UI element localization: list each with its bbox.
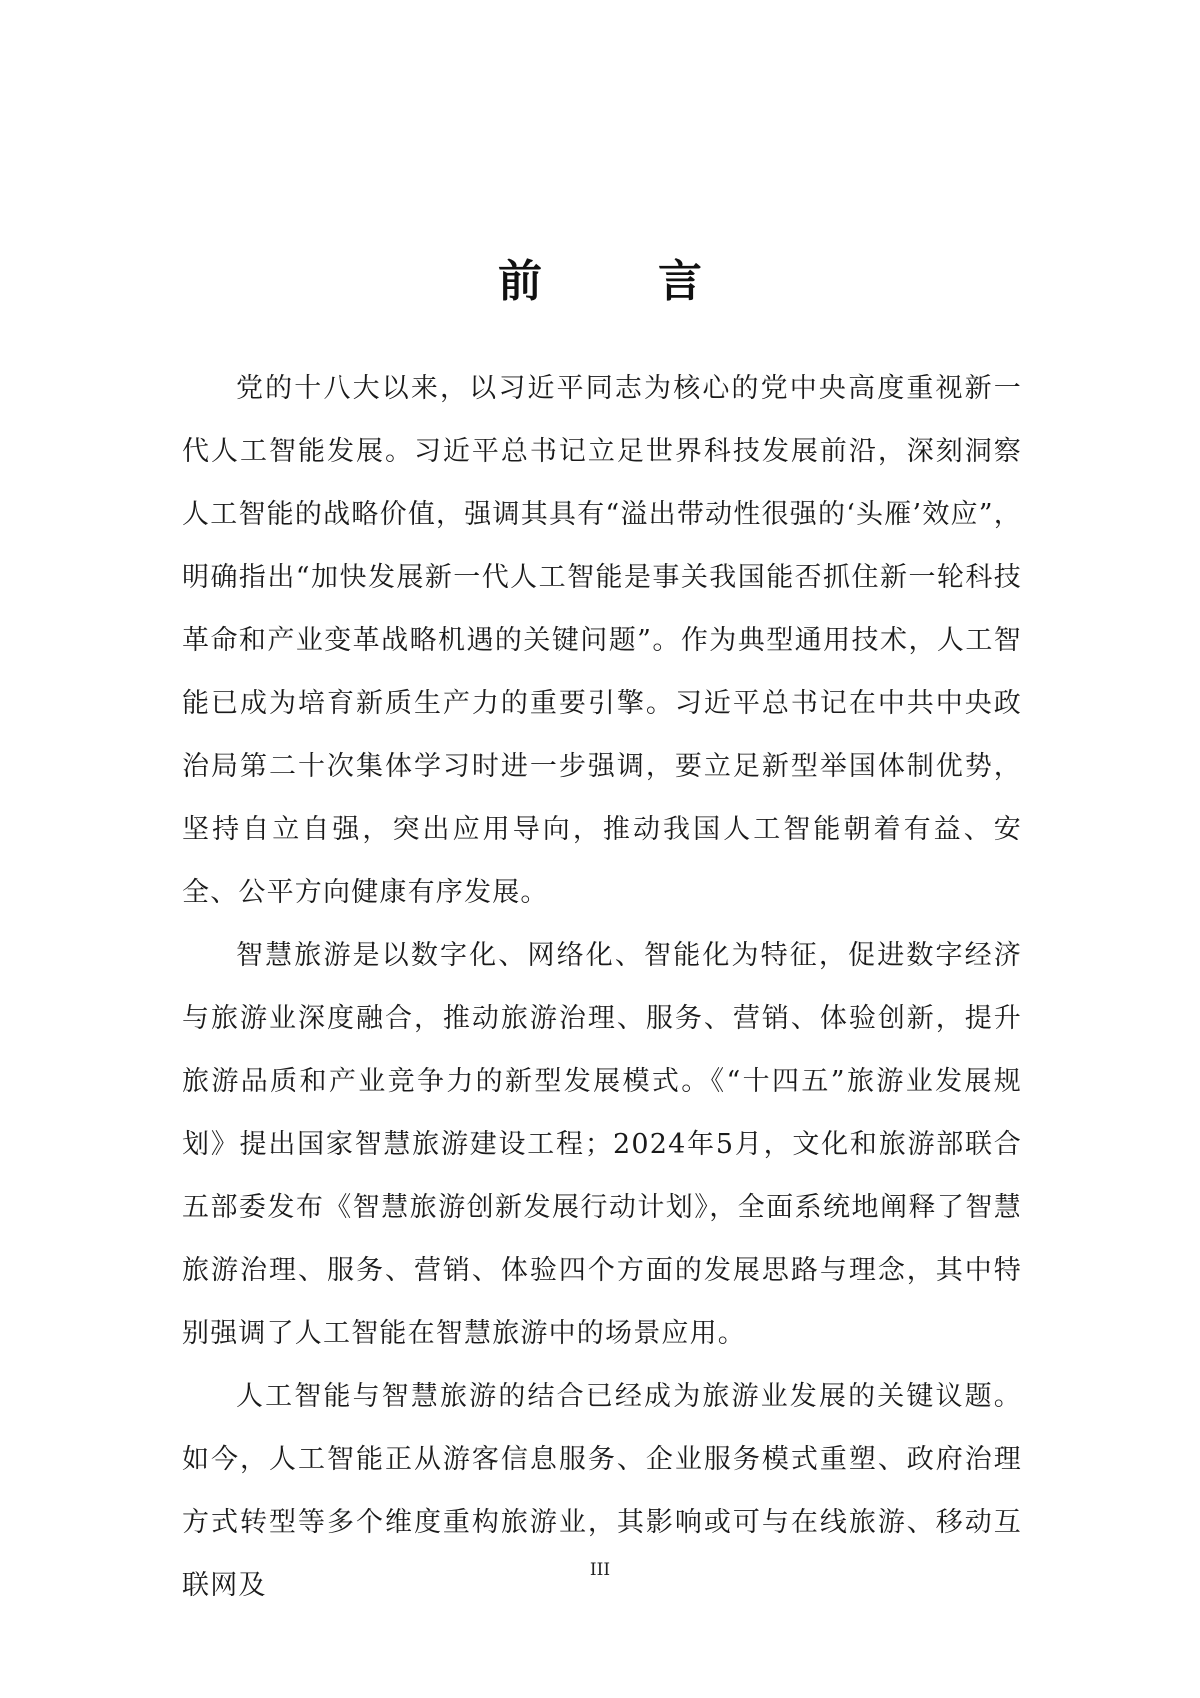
paragraph-2: 智慧旅游是以数字化、网络化、智能化为特征，促进数字经济与旅游业深度融合，推动旅游治理、服务、营销、体验创新，提升旅游品质和产业竞争力的新型发展模式。《“十四五”旅游业发展规划》提出国家智慧旅游建设工程；2024年5月，文化和旅游部联合五部委发布《智慧旅游创新发展行动计划》，全面系统地阐释了智慧旅游治理、服务、营销、体验四个方面的发展思路与理念，其中特别强调了人工智能在智慧旅游中的场景应用。 [182, 940, 1022, 1349]
page-number: III [589, 1560, 611, 1580]
paragraph-3: 人工智能与智慧旅游的结合已经成为旅游业发展的关键议题。如今，人工智能正从游客信息服务、企业服务模式重塑、政府治理方式转型等多个维度重构旅游业，其影响或可与在线旅游、移动互联网及 [182, 1381, 1022, 1601]
page-title: 前 言 [498, 256, 738, 307]
paragraph-1: 党的十八大以来，以习近平同志为核心的党中央高度重视新一代人工智能发展。习近平总书记立足世界科技发展前沿，深刻洞察人工智能的战略价值，强调其具有“溢出带动性很强的‘头雁’效应”，明确指出“加快发展新一代人工智能是事关我国能否抓住新一轮科技革命和产业变革战略机遇的关键问题”。作为典型通用技术，人工智能已成为培育新质生产力的重要引擎。习近平总书记在中共中央政治局第二十次集体学习时进一步强调，要立足新型举国体制优势，坚持自立自强，突出应用导向，推动我国人工智能朝着有益、安全、公平方向健康有序发展。 [182, 373, 1022, 908]
body-text [182, 357, 1022, 1617]
